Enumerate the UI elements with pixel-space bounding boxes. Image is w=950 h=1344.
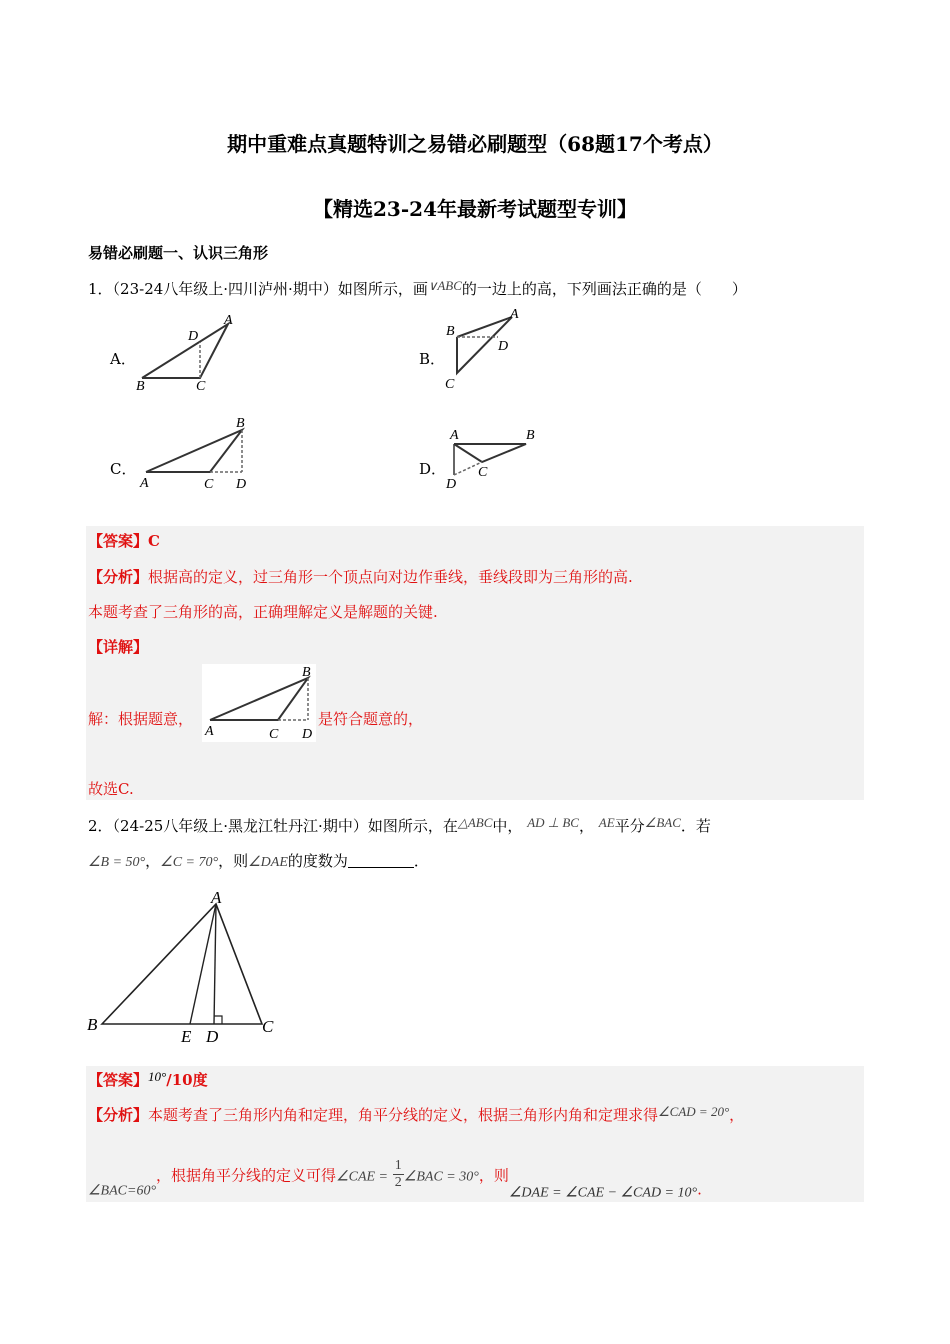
question-2-text: 的度数为 (287, 852, 348, 870)
option-c-label: C． (110, 460, 137, 478)
punctuation: ． (413, 852, 429, 870)
vertex-label-d: D (498, 339, 509, 354)
vertex-label-a: A (450, 428, 459, 443)
option-d-label: D． (419, 460, 447, 478)
punctuation: ， (729, 1106, 745, 1124)
angle-bac-half-expr: ∠BAC = 30° (403, 1169, 479, 1185)
vertex-label-d: D (446, 477, 457, 492)
question-2-stem (88, 812, 711, 837)
angle-cae-expr: ∠CAE = (336, 1169, 389, 1185)
vertex-label-c: C (478, 465, 488, 480)
analysis-tag: 【分析】 (88, 1106, 149, 1124)
detail-tag: 【详解】 (88, 638, 149, 656)
q1-answer-line (88, 530, 160, 551)
answer-tag: 【答案】 (88, 532, 149, 550)
question-2-text: 中， (492, 817, 523, 835)
option-a-label: A． (110, 350, 136, 368)
vertex-label-d: D (188, 329, 199, 344)
altitude-ad (214, 904, 216, 1024)
answer-tag: 【答案】 (88, 1071, 149, 1089)
vertex-label-c: C (445, 377, 455, 392)
option-a-figure (132, 310, 242, 395)
fraction-denominator: 2 (394, 1175, 402, 1190)
question-2-text: 平分 (614, 817, 645, 835)
angle-c-expr: ∠C = 70° (160, 855, 219, 870)
analysis-tag: 【分析】 (88, 568, 149, 586)
analysis-text: 本题考查了三角形内角和定理，角平分线的定义，根据三角形内角和定理求得 (148, 1106, 659, 1124)
q2-analysis-line-2 (88, 1158, 702, 1202)
triangle-abc-symbol: ∨ABC (427, 278, 462, 293)
conclusion-text: 故选C. (88, 780, 134, 798)
punctuation: ， (578, 817, 594, 835)
detail-figure (202, 664, 316, 742)
vertex-label-d: D (236, 477, 247, 492)
vertex-label-a: A (140, 476, 149, 491)
triangle-d-sides (454, 444, 526, 462)
option-c-figure (132, 410, 257, 495)
punctuation: . (697, 1180, 702, 1199)
vertex-label-a: A (510, 307, 519, 322)
perpendicular-expr: AD ⊥ BC (527, 815, 579, 830)
fraction-numerator: 1 (394, 1158, 402, 1173)
triangle-abc-symbol: △ABC (457, 815, 493, 830)
right-angle-mark (214, 1016, 222, 1024)
answer-blank[interactable] (348, 853, 414, 868)
vertex-label-a: A (211, 888, 222, 907)
triangle-abc (102, 904, 262, 1024)
question-1-text: 如图所示，画 (337, 280, 428, 298)
section-heading: 易错必刷题一、认识三角形 (88, 244, 269, 262)
vertex-label-c: C (262, 1017, 274, 1036)
answer-value: C (148, 532, 160, 550)
page-subtitle: 【精选23-24年最新考试题型专训】 (313, 197, 637, 221)
q2-answer-line (88, 1069, 208, 1090)
angle-bac-value: ∠BAC=60° (88, 1183, 157, 1199)
angle-dae-result: ∠DAE = ∠CAE − ∠CAD = 10° (508, 1185, 698, 1201)
angle-bac-expr: ∠BAC (644, 815, 681, 830)
vertex-label-b: B (446, 324, 455, 339)
vertex-label-d: D (302, 727, 313, 742)
vertex-label-c: C (204, 477, 214, 492)
fraction-one-half (393, 1158, 404, 1191)
punctuation: ， (145, 852, 161, 870)
vertex-label-c: C (196, 379, 206, 394)
question-1-stem (88, 275, 747, 300)
vertex-label-b: B (236, 416, 245, 431)
question-2-text: 如图所示，在 (367, 817, 458, 835)
question-1-source: （23-24八年级上·四川泸州·期中） (112, 280, 338, 298)
question-2-stem-line-2 (88, 850, 429, 874)
detail-triangle (210, 678, 308, 720)
triangle-c-sides (146, 430, 242, 472)
option-b-figure (440, 305, 530, 395)
question-2-source: （24-25八年级上·黑龙江牡丹江·期中） (112, 817, 368, 835)
detail-text-start: 解：根据题意， (88, 710, 194, 728)
vertex-label-d: D (206, 1027, 219, 1046)
option-d-figure (440, 420, 550, 495)
answer-text: /10度 (166, 1071, 208, 1089)
q1-analysis-line (88, 566, 633, 587)
vertex-label-b: B (302, 665, 311, 680)
vertex-label-e: E (181, 1027, 192, 1046)
vertex-label-a: A (224, 313, 233, 328)
angle-dae-expr: ∠DAE (248, 855, 288, 870)
q2-analysis-line (88, 1104, 744, 1125)
question-1-text-end: 的一边上的高，下列画法正确的是（ ） (461, 280, 747, 298)
bisector-ae (190, 904, 216, 1024)
question-2-text: ．若 (680, 817, 711, 835)
question-2-text: ，则 (218, 852, 249, 870)
angle-b-expr: ∠B = 50° (88, 855, 146, 870)
analysis-text: ，根据角平分线的定义可得 (156, 1166, 337, 1185)
analysis-text: ，则 (478, 1166, 509, 1185)
question-1-number: 1． (88, 280, 113, 298)
question-2-figure (84, 888, 284, 1048)
vertex-label-b: B (526, 428, 535, 443)
page-title: 期中重难点真题特训之易错必刷题型（68题17个考点） (227, 132, 723, 156)
option-b-label: B． (419, 350, 446, 368)
vertex-label-c: C (269, 727, 279, 742)
bisector-expr: AE (598, 815, 615, 830)
vertex-label-a: A (205, 724, 214, 739)
vertex-label-b: B (136, 379, 145, 394)
q1-analysis-line-2: 本题考查了三角形的高，正确理解定义是解题的关键. (88, 603, 438, 621)
detail-text-end: 是符合题意的， (318, 710, 424, 728)
analysis-text: 根据高的定义，过三角形一个顶点向对边作垂线，垂线段即为三角形的高. (148, 568, 633, 586)
angle-cad-expr: ∠CAD = 20° (658, 1104, 730, 1119)
question-2-number: 2． (88, 817, 113, 835)
answer-math: 10° (148, 1069, 167, 1084)
vertex-label-b: B (87, 1015, 98, 1034)
